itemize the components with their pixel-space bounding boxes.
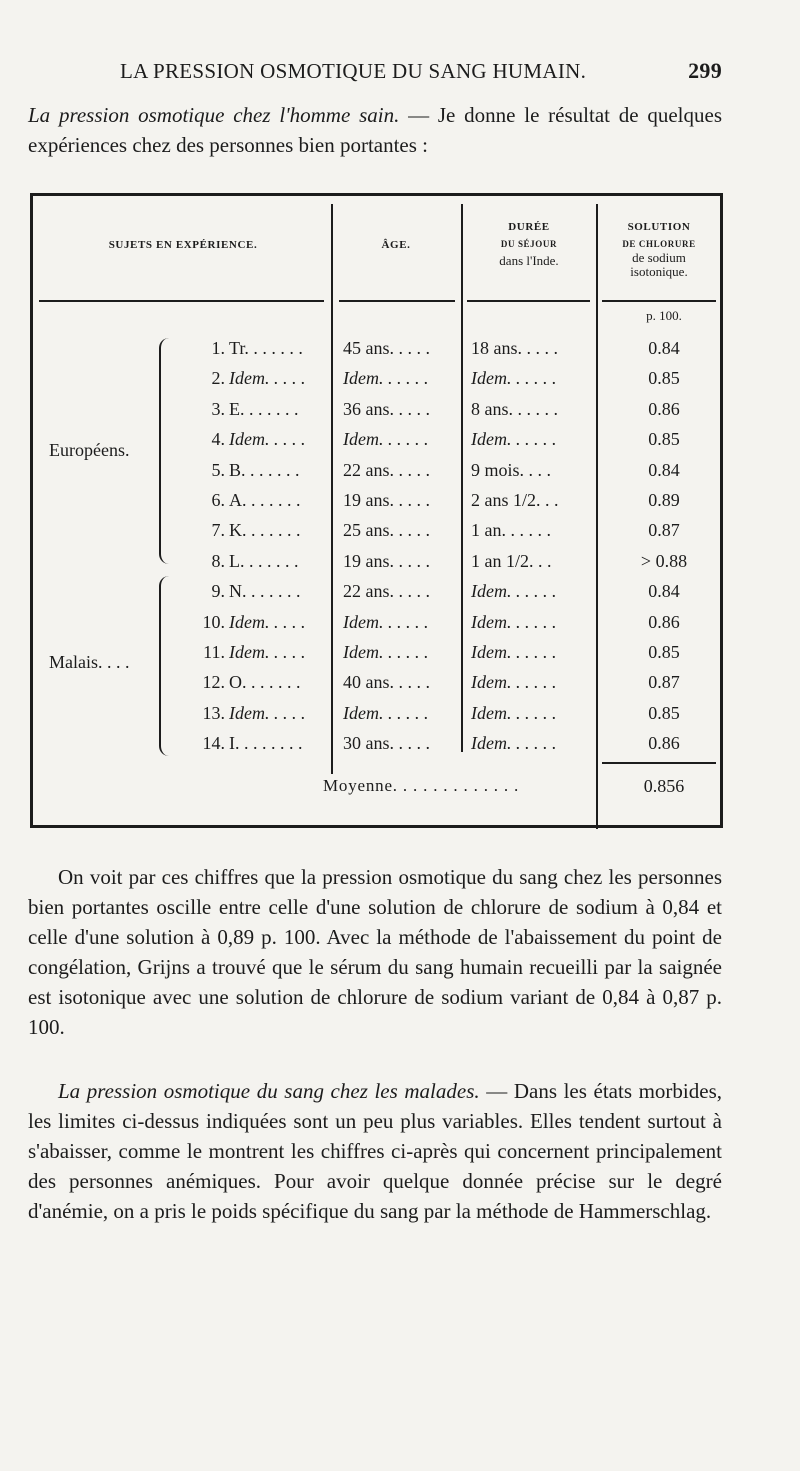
header-rule — [602, 300, 716, 302]
row-subject: Idem. . . . . — [229, 702, 306, 723]
row-number: 7. — [211, 520, 225, 541]
row-age: 45 ans. . . . . — [343, 338, 430, 358]
row-number: 4. — [211, 429, 225, 450]
row-number: 9. — [211, 581, 225, 602]
header-rule — [39, 300, 324, 302]
row-solution: 0.87 — [648, 672, 680, 693]
row-subject: L. . . . . . . — [229, 550, 299, 571]
row-number: 5. — [211, 459, 225, 480]
row-number: 8. — [211, 550, 225, 571]
row-subject: N. . . . . . . — [229, 581, 301, 602]
table-row — [33, 490, 720, 520]
row-solution: 0.86 — [648, 733, 680, 754]
row-number: 6. — [211, 490, 225, 510]
row-number: 11. — [203, 642, 225, 662]
row-subject: Idem. . . . . — [229, 611, 306, 632]
row-solution: 0.85 — [648, 368, 680, 389]
row-duration: 1 an 1/2. . . — [471, 550, 552, 571]
row-duration: 2 ans 1/2. . . — [471, 490, 559, 510]
row-age: 30 ans. . . . . — [343, 733, 430, 754]
row-age: Idem. . . . . . — [343, 429, 429, 450]
header-age: ÂGE. — [381, 239, 411, 251]
row-solution: 0.86 — [648, 398, 680, 419]
row-duration: Idem. . . . . . — [471, 672, 557, 693]
row-duration: 8 ans. . . . . . — [471, 398, 558, 419]
intro-lead: La pression osmotique chez l'homme sain. — [28, 103, 400, 127]
row-solution: 0.84 — [648, 459, 680, 480]
row-subject: Idem. . . . . — [229, 642, 306, 662]
row-duration: Idem. . . . . . — [471, 581, 557, 602]
paragraph-2-lead: La pression osmotique du sang chez les malades. — [58, 1079, 480, 1103]
group-label-europeans: Européens. — [49, 440, 130, 460]
row-duration: Idem. . . . . . — [471, 642, 557, 662]
header-duration-line1: DURÉE — [508, 221, 550, 233]
results-table — [30, 193, 723, 828]
row-age: 22 ans. . . . . — [343, 581, 430, 602]
row-duration: Idem. . . . . . — [471, 429, 557, 450]
row-number: 1. — [211, 338, 225, 358]
row-solution: > 0.88 — [640, 550, 688, 571]
row-duration: Idem. . . . . . — [471, 368, 557, 389]
row-subject: E. . . . . . . — [229, 398, 299, 419]
table-row — [33, 368, 720, 398]
header-rule — [339, 300, 455, 302]
paragraph-2 — [28, 1076, 722, 1226]
row-solution: 0.86 — [648, 611, 680, 632]
header-solution-line2: DE CHLORURE — [622, 239, 696, 249]
header-solution — [598, 220, 720, 279]
row-age: 19 ans. . . . . — [343, 490, 430, 510]
row-duration: 18 ans. . . . . — [471, 338, 558, 358]
row-number: 13. — [202, 702, 225, 723]
row-number: 12. — [202, 672, 225, 693]
header-duration — [463, 220, 595, 268]
table-row — [33, 581, 720, 611]
table-row — [33, 429, 720, 459]
brace-europeans — [159, 338, 173, 564]
mean-value: 0.856 — [643, 776, 685, 796]
header-solution-line4: isotonique. — [630, 264, 688, 279]
row-duration: Idem. . . . . . — [471, 611, 557, 632]
row-number: 10. — [202, 611, 225, 632]
running-header — [120, 58, 722, 84]
table-row — [33, 733, 720, 763]
row-duration: Idem. . . . . . — [471, 733, 557, 754]
row-subject: B. . . . . . . — [229, 459, 300, 480]
row-solution: 0.84 — [648, 581, 680, 602]
row-age: 36 ans. . . . . — [343, 398, 430, 419]
table-row — [33, 642, 720, 672]
row-solution: 0.89 — [648, 490, 680, 510]
table-row — [33, 551, 720, 581]
intro-text: — Je donne le résultat de quelques expériences chez des personnes bien portantes : — [28, 103, 723, 157]
brace-malays — [159, 576, 173, 756]
row-subject: I. . . . . . . . — [229, 733, 303, 754]
row-age: 19 ans. . . . . — [343, 550, 430, 571]
row-subject: Tr. . . . . . . — [229, 338, 303, 358]
row-number: 2. — [211, 368, 225, 389]
row-age: Idem. . . . . . — [343, 702, 429, 723]
page-number: 299 — [688, 58, 722, 83]
table-row — [33, 399, 720, 429]
row-subject: Idem. . . . . — [229, 368, 306, 389]
header-rule — [467, 300, 590, 302]
paragraph-1: On voit par ces chiffres que la pression osmotique du sang chez les personnes bien portantes oscille entre celle d'une solution de chlorure de sodium à 0,84 et celle d'une solution à 0,89 p. 100. Avec la méthode de l'abaissement du point de congélation, Grijns a trouvé que le sérum du sang humain recueilli par la saignée est isotonique avec une solution de chlorure de sodium variant de 0,84 à 0,87 p. 100. — [28, 865, 722, 1039]
unit-row — [33, 308, 720, 338]
row-solution: 0.85 — [648, 642, 680, 662]
row-solution: 0.85 — [648, 429, 680, 450]
header-duration-line2: DU SÉJOUR — [500, 239, 558, 249]
table-row — [33, 338, 720, 368]
row-number: 3. — [211, 398, 225, 419]
row-solution: 0.84 — [648, 338, 680, 358]
row-solution: 0.85 — [648, 702, 680, 723]
row-subject: K. . . . . . . — [229, 520, 301, 541]
row-solution: 0.87 — [648, 520, 680, 541]
running-title: LA PRESSION OSMOTIQUE DU SANG HUMAIN. — [120, 59, 587, 83]
intro-paragraph — [28, 100, 722, 160]
header-solution-line3: de sodium — [632, 250, 686, 265]
row-age: 22 ans. . . . . — [343, 459, 430, 480]
header-duration-line3: dans l'Inde. — [499, 253, 559, 268]
header-solution-line1: SOLUTION — [627, 221, 691, 233]
row-age: Idem. . . . . . — [343, 611, 429, 632]
row-subject: A. . . . . . . — [229, 490, 301, 510]
row-subject: Idem. . . . . — [229, 429, 306, 450]
unit-label: p. 100. — [646, 308, 682, 323]
table-row — [33, 460, 720, 490]
row-subject: O. . . . . . . — [229, 672, 301, 693]
row-age: 25 ans. . . . . — [343, 520, 430, 541]
row-age: Idem. . . . . . — [343, 368, 429, 389]
header-subjects: SUJETS EN EXPÉRIENCE. — [108, 239, 258, 251]
row-duration: 9 mois. . . . — [471, 459, 552, 480]
table-row — [33, 672, 720, 702]
table-row — [33, 520, 720, 550]
table-row — [33, 703, 720, 733]
row-age: 40 ans. . . . . — [343, 672, 430, 693]
row-duration: Idem. . . . . . — [471, 702, 557, 723]
mean-label: Moyenne. . . . . . . . . . . . . — [323, 776, 520, 795]
row-duration: 1 an. . . . . . — [471, 520, 551, 541]
group-label-malays: Malais. . . . — [49, 652, 130, 672]
table-row — [33, 612, 720, 642]
paragraph-2-text: — Dans les états morbides, les limites ci-dessus indiquées sont un peu plus variables. Elles tendent surtout à s'abaisser, comme le montrent les chiffres ci-après qui concernent principalement des personnes anémiques. Pour avoir quelque donnée précise sur le degré d'anémie, on a pris le poids spécifique du sang par la méthode de Hammerschlag. — [28, 1079, 722, 1223]
row-number: 14. — [202, 733, 225, 754]
row-age: Idem. . . . . . — [343, 642, 429, 662]
